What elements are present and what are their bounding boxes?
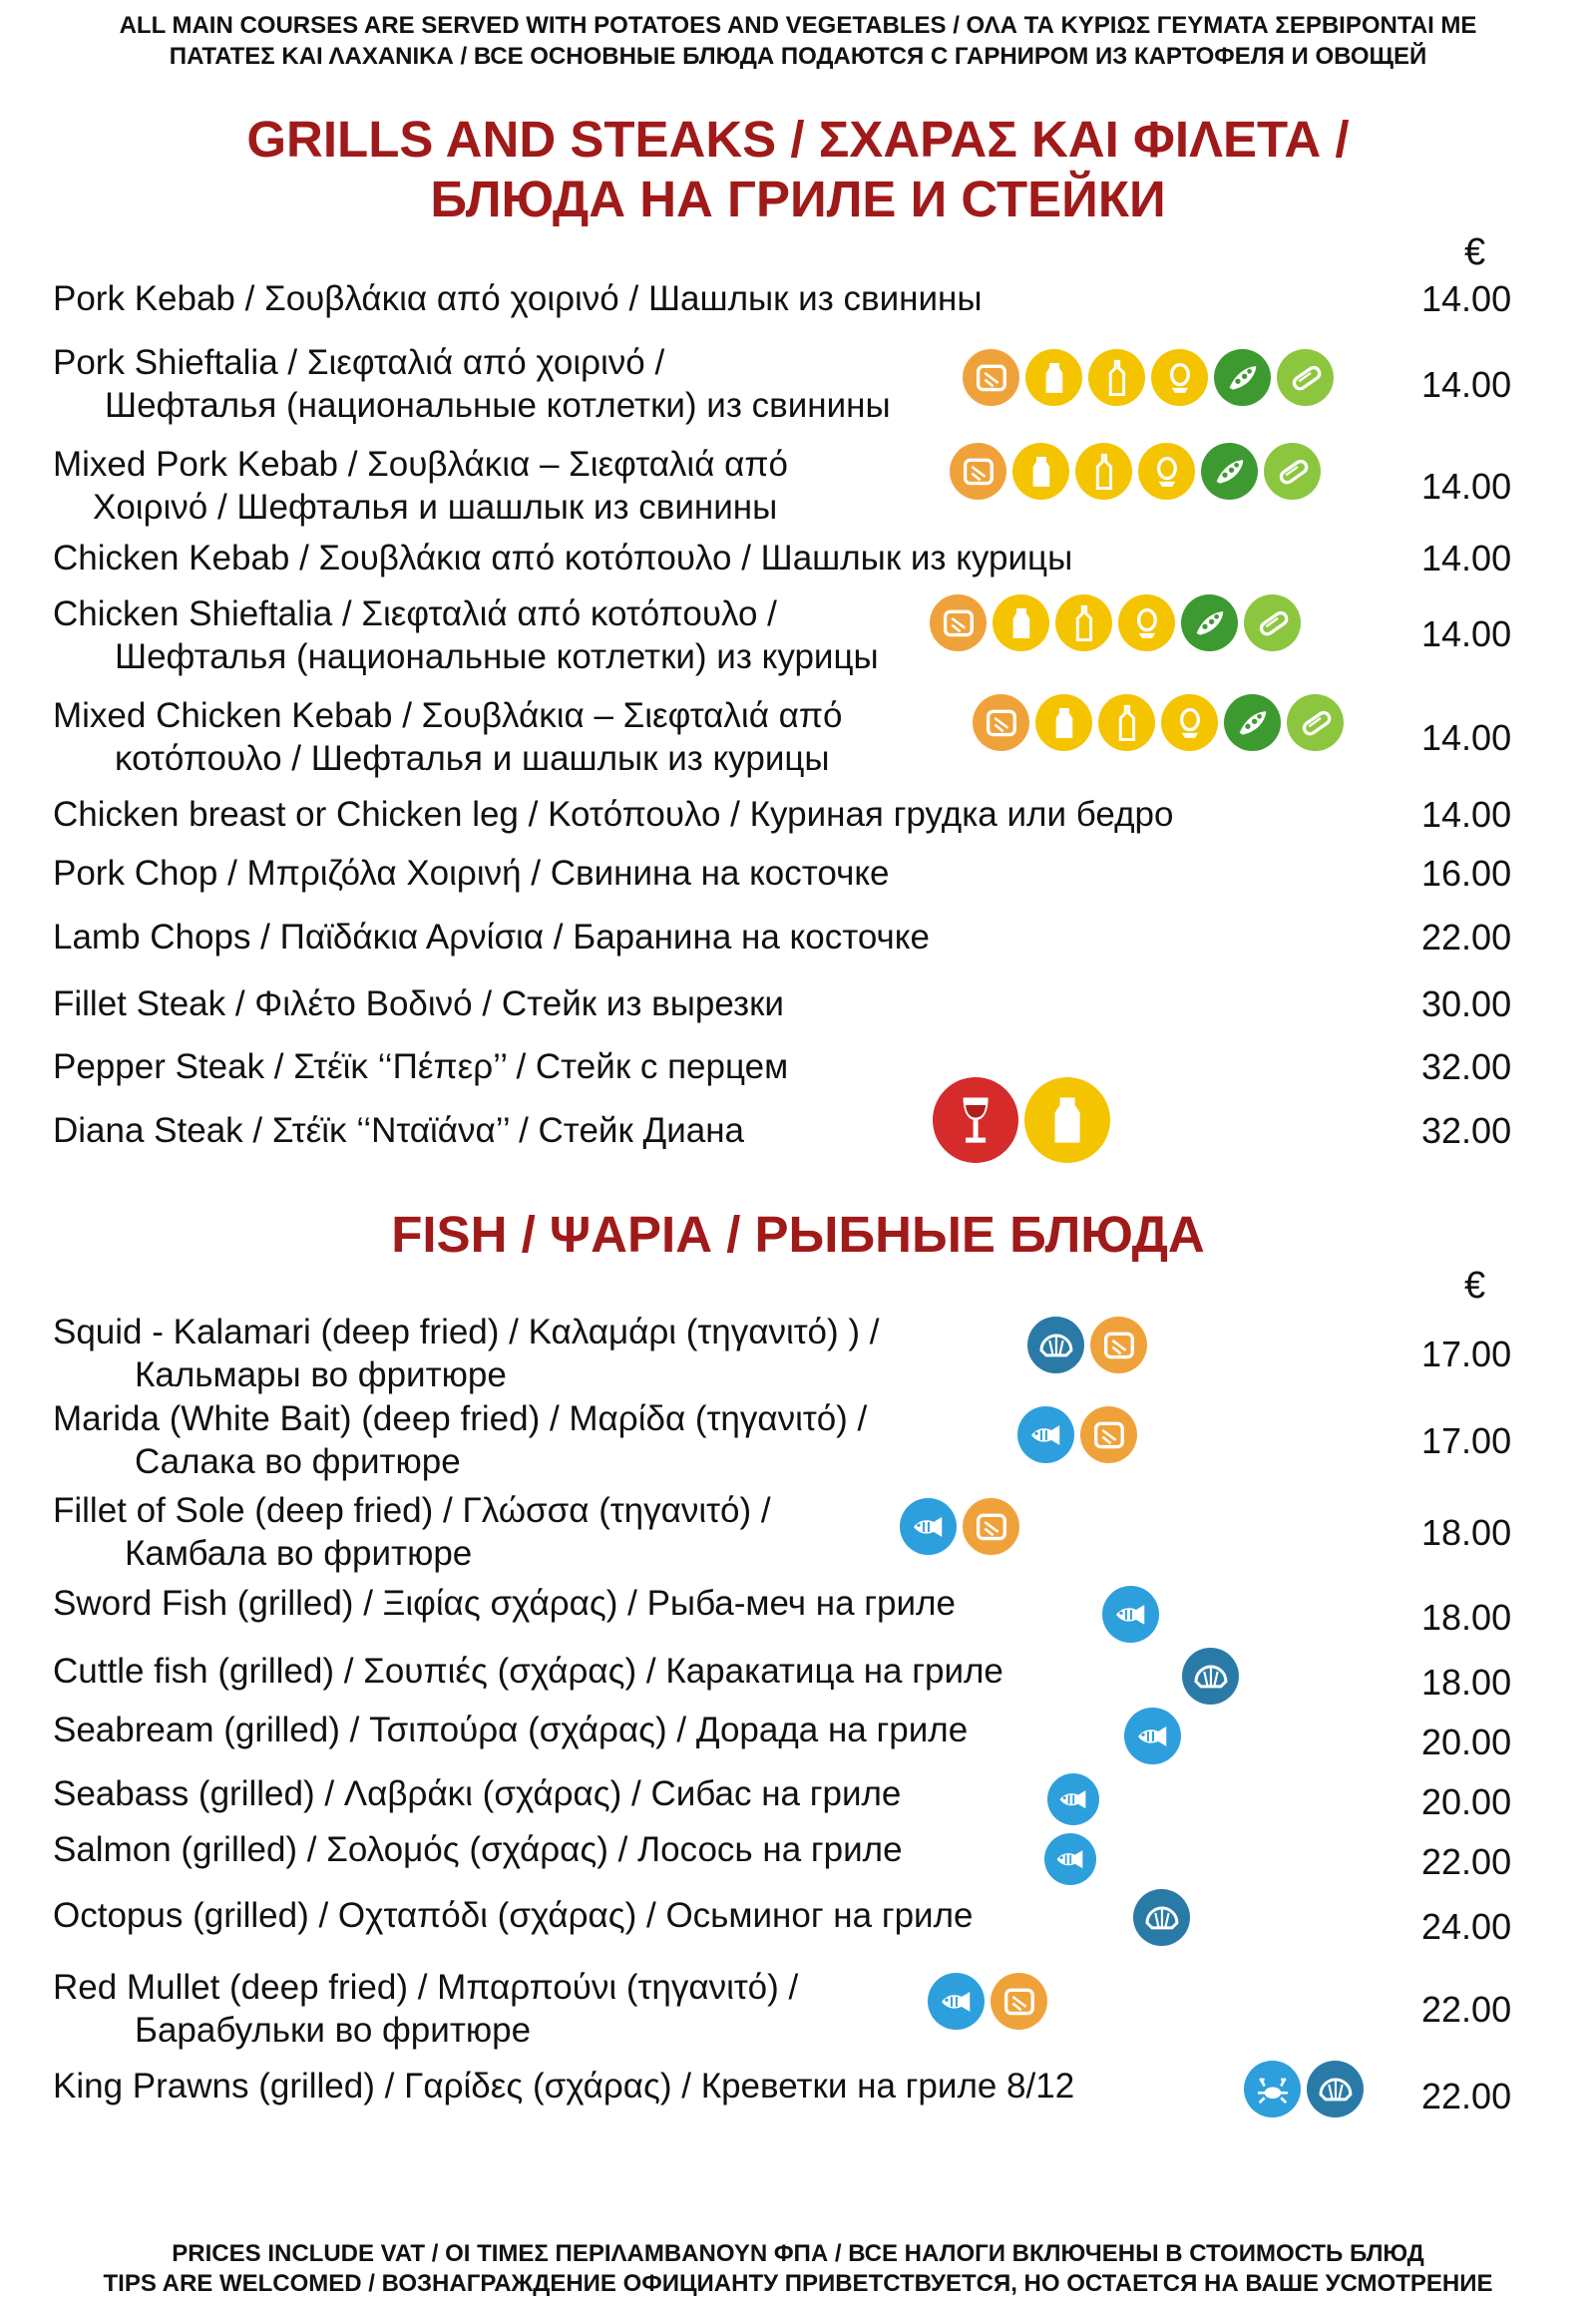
item-price: 18.00 [1421, 1512, 1512, 1553]
item-name-line1: Lamb Chops / Παϊδάκια Αρνίσια / Баранина на косточке [53, 918, 930, 957]
legume-icon [1181, 594, 1238, 651]
shellfish-icon [1182, 1648, 1239, 1705]
grills-item [53, 277, 983, 320]
shellfish-icon [1133, 1889, 1190, 1946]
allergen-icons [1182, 1648, 1239, 1705]
bottom-note-line2: TIPS ARE WELCOMED / ВОЗНАГРАЖДЕНИЕ ОФИЦИАНТУ ПРИВЕТСТВУЕТСЯ, НО ОСТАЕТСЯ НА ВАШЕ УСМОТРЕНИЕ [103, 2270, 1493, 2297]
grills-item [53, 793, 1173, 836]
item-name-line1: Mixed Chicken Kebab / Σουβλάκια – Σιεφταλιά από [53, 696, 843, 735]
gluten-icon [963, 1498, 1019, 1555]
bottom-note-line1: PRICES INCLUDE VAT / ΟΙ ΤΙΜΕΣ ΠΕΡΙΛΑΜΒΑΝΟΥΝ ΦΠΑ / ВСЕ НАЛОГИ ВКЛЮЧЕНЫ В СТОИМОСТЬ БЛЮД [172, 2240, 1424, 2267]
item-price: 14.00 [1421, 278, 1512, 319]
top-note [0, 10, 1596, 72]
fish-icon [928, 1973, 985, 2030]
allergen-icons [1244, 2061, 1364, 2117]
allergen-icons [933, 1077, 1110, 1163]
wine-icon [933, 1077, 1018, 1163]
allergen-icons [1017, 1406, 1137, 1463]
milk-icon [1035, 694, 1092, 751]
item-name-line1: Fillet Steak / Φιλέτο Βοδινό / Стейк из вырезки [53, 984, 784, 1023]
item-price: 18.00 [1421, 1597, 1512, 1638]
grills-item [53, 537, 1072, 579]
allergen-icons [930, 594, 1301, 651]
bottom-note [0, 2239, 1596, 2299]
gluten-icon [930, 594, 987, 651]
item-price: 22.00 [1421, 2076, 1512, 2116]
item-name-line1: Diana Steak / Στέϊκ ‘‘Νταϊάνα’’ / Стейк Диана [53, 1111, 745, 1150]
item-price: 32.00 [1421, 1110, 1512, 1151]
celery-icon [1287, 694, 1344, 751]
item-name-line1: Chicken breast or Chicken leg / Κοτόπουλο / Куриная грудка или бедро [53, 795, 1174, 834]
fish-item [53, 1772, 901, 1815]
gluten-icon [973, 694, 1029, 751]
grills-currency: € [1464, 231, 1486, 273]
item-name-line1: Pork Shieftalia / Σιεφταλιά από χοιρινό / [53, 343, 665, 382]
fish-icon [900, 1498, 957, 1555]
allergen-icons [1102, 1586, 1159, 1643]
allergen-icons [963, 349, 1334, 406]
gluten-icon [991, 1973, 1047, 2030]
item-name-line1: Squid - Kalamari (deep fried) / Καλαμάρι (τηγανιτό) ) / [53, 1313, 880, 1351]
item-name-line2: κοτόπουλο / Шефталья и шашлык из курицы [115, 739, 830, 778]
fish-icon [1124, 1708, 1181, 1764]
item-name-line1: Pork Kebab / Σουβλάκια από χοιρινό / Шашлык из свинины [53, 279, 983, 318]
item-price: 32.00 [1421, 1046, 1512, 1087]
fish-icon [1044, 1833, 1096, 1885]
item-name-line1: King Prawns (grilled) / Γαρίδες (σχάρας) / Креветки на гриле 8/12 [53, 2067, 1075, 2106]
item-price: 20.00 [1421, 1722, 1512, 1762]
fish-item [53, 1489, 771, 1575]
allergen-icons [1047, 1773, 1099, 1825]
allergen-icons [973, 694, 1344, 751]
fish-item [53, 2065, 1074, 2107]
allergen-icons [1124, 1708, 1181, 1764]
item-name-line1: Octopus (grilled) / Οχταπόδι (σχάρας) / Осьминог на гриле [53, 1896, 974, 1935]
mustard-icon [1075, 443, 1132, 500]
item-price: 14.00 [1421, 794, 1512, 835]
item-name-line1: Chicken Shieftalia / Σιεφταλιά από κοτόπουλο / [53, 594, 777, 633]
item-price: 22.00 [1421, 1989, 1512, 2030]
legume-icon [1201, 443, 1258, 500]
item-name-line2: Кальмары во фритюре [135, 1355, 507, 1394]
allergen-icons [1133, 1889, 1190, 1946]
item-name-line2: Шефталья (национальные котлетки) из свинины [105, 386, 891, 425]
fish-currency: € [1464, 1265, 1486, 1307]
milk-icon [1024, 1077, 1110, 1163]
fish-item [53, 1311, 880, 1396]
item-price: 14.00 [1421, 364, 1512, 405]
grills-item [53, 1109, 744, 1152]
item-name-line2: Барабульки во фритюре [135, 2011, 532, 2050]
fish-item [53, 1582, 956, 1625]
fish-title: FISH / ΨΑΡΙΑ / РЫБНЫЕ БЛЮДА [391, 1206, 1205, 1263]
top-note-line2: ΠΑΤΑΤΕΣ ΚΑΙ ΛΑΧΑΝΙΚΑ / ВСЕ ОСНОВНЫЕ БЛЮДА ПОДАЮТСЯ С ГАРНИРОМ ИЗ КАРТОФЕЛЯ И ОВОЩЕЙ [169, 43, 1427, 70]
item-name-line1: Sword Fish (grilled) / Ξιφίας σχάρας) / Рыба-меч на гриле [53, 1584, 956, 1623]
item-price: 14.00 [1421, 613, 1512, 654]
item-price: 17.00 [1421, 1420, 1512, 1461]
egg-icon [1161, 694, 1218, 751]
mustard-icon [1088, 349, 1145, 406]
grills-item [53, 592, 879, 678]
item-price: 22.00 [1421, 917, 1512, 958]
fish-icon [1102, 1586, 1159, 1643]
grills-item [53, 852, 890, 895]
fish-item [53, 1397, 867, 1483]
milk-icon [993, 594, 1049, 651]
item-price: 20.00 [1421, 1781, 1512, 1822]
milk-icon [1012, 443, 1069, 500]
fish-icon [1047, 1773, 1099, 1825]
celery-icon [1277, 349, 1334, 406]
fish-item [53, 1828, 903, 1871]
item-name-line2: Шефталья (национальные котлетки) из курицы [115, 637, 879, 676]
egg-icon [1118, 594, 1175, 651]
item-name-line2: Салака во фритюре [135, 1442, 461, 1481]
grills-item [53, 916, 930, 958]
item-name-line2: Χοιρινό / Шефталья и шашлык из свинины [93, 488, 778, 527]
item-name-line1: Marida (White Bait) (deep fried) / Μαρίδα (τηγανιτό) / [53, 1399, 868, 1438]
item-name-line1: Fillet of Sole (deep fried) / Γλώσσα (τηγανιτό) / [53, 1491, 771, 1530]
crustacean-icon [1244, 2061, 1301, 2117]
allergen-icons [950, 443, 1321, 500]
fish-item [53, 1894, 974, 1937]
gluten-icon [950, 443, 1006, 500]
mustard-icon [1098, 694, 1155, 751]
item-price: 14.00 [1421, 538, 1512, 578]
fish-item [53, 1650, 1003, 1693]
shellfish-icon [1027, 1317, 1084, 1373]
grills-item [53, 694, 843, 780]
shellfish-icon [1307, 2061, 1364, 2117]
top-note-line1: ALL MAIN COURSES ARE SERVED WITH POTATOES AND VEGETABLES / ΟΛΑ ΤΑ ΚΥΡΙΩΣ ΓΕΥΜΑΤΑ ΣΕΡΒΙΡΟΝΤΑΙ ΜΕ [119, 12, 1477, 39]
gluten-icon [1090, 1317, 1147, 1373]
item-price: 30.00 [1421, 983, 1512, 1024]
gluten-icon [963, 349, 1019, 406]
item-price: 22.00 [1421, 1841, 1512, 1882]
item-name-line1: Red Mullet (deep fried) / Μπαρπούνι (τηγανιτό) / [53, 1968, 799, 2007]
item-price: 17.00 [1421, 1334, 1512, 1374]
item-price: 18.00 [1421, 1662, 1512, 1703]
item-name-line1: Pork Chop / Μπριζόλα Χοιρινή / Свинина на косточке [53, 854, 890, 893]
allergen-icons [1027, 1317, 1147, 1373]
allergen-icons [1044, 1833, 1096, 1885]
item-name-line1: Cuttle fish (grilled) / Σουπιές (σχάρας) / Каракатица на гриле [53, 1652, 1003, 1691]
allergen-icons [900, 1498, 1019, 1555]
grills-item [53, 1045, 788, 1088]
egg-icon [1138, 443, 1195, 500]
item-name-line1: Seabream (grilled) / Τσιπούρα (σχάρας) / Дорада на гриле [53, 1711, 969, 1749]
allergen-icons [928, 1973, 1047, 2030]
item-name-line1: Seabass (grilled) / Λαβράκι (σχάρας) / Сибас на гриле [53, 1774, 902, 1813]
grills-item [53, 443, 788, 529]
item-price: 16.00 [1421, 853, 1512, 894]
item-name-line1: Pepper Steak / Στέϊκ ‘‘Πέπερ’’ / Стейк с перцем [53, 1047, 789, 1086]
celery-icon [1244, 594, 1301, 651]
item-name-line1: Mixed Pork Kebab / Σουβλάκια – Σιεφταλιά από [53, 445, 789, 484]
celery-icon [1264, 443, 1321, 500]
fish-item [53, 1709, 968, 1751]
gluten-icon [1080, 1406, 1137, 1463]
mustard-icon [1055, 594, 1112, 651]
grills-title [0, 110, 1596, 229]
fish-icon [1017, 1406, 1074, 1463]
item-price: 24.00 [1421, 1906, 1512, 1947]
legume-icon [1224, 694, 1281, 751]
grills-title-line1: GRILLS AND STEAKS / ΣΧΑΡΑΣ ΚΑΙ ΦΙΛΕΤΑ / [246, 111, 1350, 168]
fish-item [53, 1966, 798, 2052]
item-price: 14.00 [1421, 466, 1512, 507]
item-price: 14.00 [1421, 717, 1512, 758]
grills-title-line2: БЛЮДА НА ГРИЛЕ И СТЕЙКИ [430, 171, 1166, 227]
milk-icon [1025, 349, 1082, 406]
item-name-line1: Salmon (grilled) / Σολομός (σχάρας) / Лосось на гриле [53, 1830, 903, 1869]
grills-item [53, 982, 784, 1025]
item-name-line2: Камбала во фритюре [125, 1534, 473, 1573]
item-name-line1: Chicken Kebab / Σουβλάκια από κοτόπουλο / Шашлык из курицы [53, 539, 1073, 577]
grills-item [53, 341, 891, 427]
egg-icon [1151, 349, 1208, 406]
legume-icon [1214, 349, 1271, 406]
